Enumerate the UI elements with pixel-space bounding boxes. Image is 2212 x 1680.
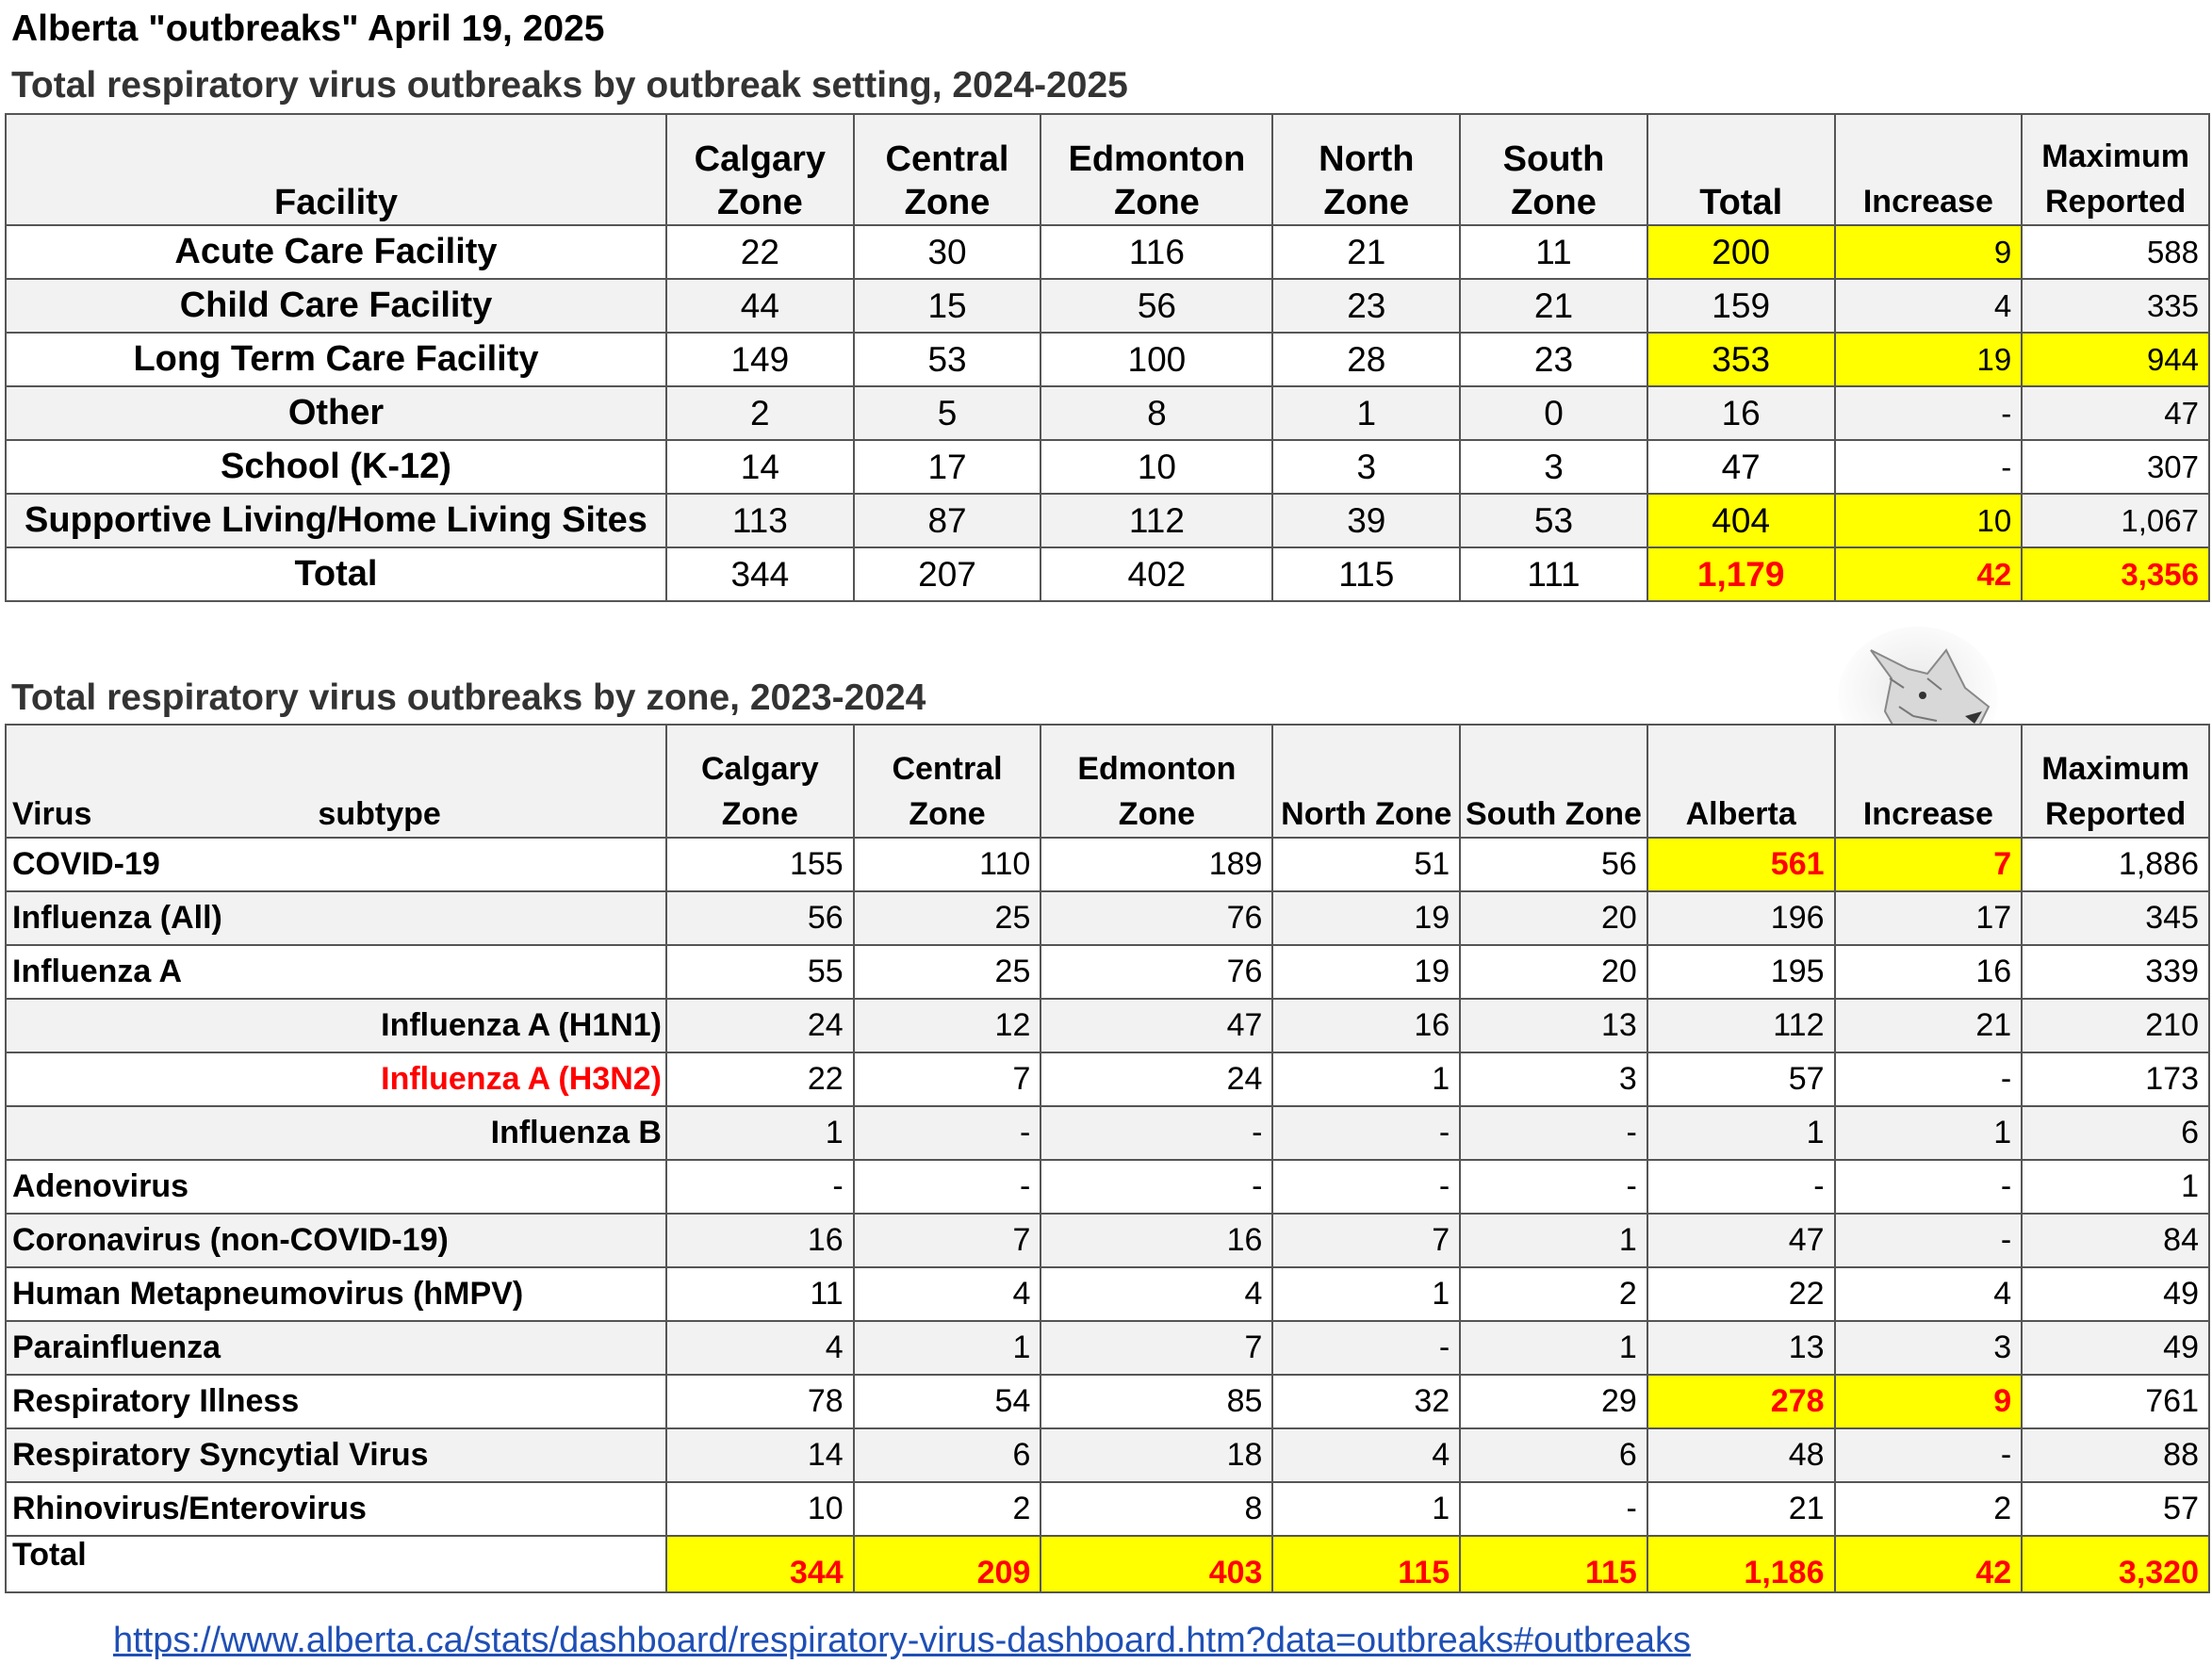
cell-calgary: 44: [666, 279, 854, 333]
cell-calgary: 16: [666, 1214, 854, 1267]
cell-maximum: 3,320: [2022, 1536, 2209, 1592]
cell-increase: -: [1835, 1052, 2023, 1106]
cell-maximum: 57: [2022, 1482, 2209, 1536]
cell-north: 115: [1272, 1536, 1460, 1592]
source-link[interactable]: https://www.alberta.ca/stats/dashboard/respiratory-virus-dashboard.htm?data=outbreaks#outbreaks: [113, 1621, 1691, 1660]
table-row: [6, 1428, 2209, 1482]
header-south: South Zone: [1460, 725, 1647, 838]
cell-north: 19: [1272, 945, 1460, 999]
outbreaks-by-zone-table: [5, 724, 2210, 1593]
cell-maximum: 307: [2022, 440, 2209, 494]
cell-edmonton: 56: [1040, 279, 1272, 333]
cell-increase: 9: [1835, 225, 2023, 279]
cell-south: 111: [1460, 547, 1647, 601]
cell-calgary: 14: [666, 1428, 854, 1482]
cell-central: 2: [854, 1482, 1041, 1536]
virus-name: Human Metapneumovirus (hMPV): [6, 1267, 666, 1321]
cell-edmonton: 76: [1040, 891, 1272, 945]
table-row: [6, 999, 2209, 1052]
cell-central: 25: [854, 891, 1041, 945]
virus-name: Total: [6, 1536, 666, 1592]
cell-increase: 2: [1835, 1482, 2023, 1536]
cell-increase: 42: [1835, 547, 2023, 601]
header-central: Central Zone: [854, 725, 1041, 838]
cell-south: 1: [1460, 1321, 1647, 1375]
cell-north: -: [1272, 1160, 1460, 1214]
virus-name: Respiratory Syncytial Virus: [6, 1428, 666, 1482]
cell-calgary: 155: [666, 838, 854, 891]
facility-name: Child Care Facility: [6, 279, 666, 333]
table2-header-row: [6, 725, 2209, 838]
cell-calgary: 344: [666, 547, 854, 601]
cell-calgary: 4: [666, 1321, 854, 1375]
cell-maximum: 210: [2022, 999, 2209, 1052]
cell-total: 159: [1647, 279, 1835, 333]
cell-north: 32: [1272, 1375, 1460, 1428]
cell-total: 200: [1647, 225, 1835, 279]
cell-alberta: 57: [1647, 1052, 1835, 1106]
cell-edmonton: 112: [1040, 494, 1272, 547]
cell-alberta: 1,186: [1647, 1536, 1835, 1592]
table-row: [6, 1106, 2209, 1160]
cell-increase: 16: [1835, 945, 2023, 999]
cell-maximum: 339: [2022, 945, 2209, 999]
facility-name: Long Term Care Facility: [6, 333, 666, 386]
cell-central: 5: [854, 386, 1041, 440]
cell-north: 28: [1272, 333, 1460, 386]
cell-central: 12: [854, 999, 1041, 1052]
cell-maximum: 761: [2022, 1375, 2209, 1428]
table-row: [6, 494, 2209, 547]
cell-calgary: 10: [666, 1482, 854, 1536]
cell-south: 20: [1460, 891, 1647, 945]
cell-south: 23: [1460, 333, 1647, 386]
cell-north: 7: [1272, 1214, 1460, 1267]
cell-south: 29: [1460, 1375, 1647, 1428]
cell-north: -: [1272, 1106, 1460, 1160]
cell-calgary: 22: [666, 1052, 854, 1106]
header-facility: Facility: [6, 114, 666, 225]
cell-alberta: 13: [1647, 1321, 1835, 1375]
table1-caption: Total respiratory virus outbreaks by outbreak setting, 2024-2025: [11, 65, 1128, 106]
header-south: South Zone: [1460, 114, 1647, 225]
table-row: [6, 440, 2209, 494]
cell-south: 20: [1460, 945, 1647, 999]
cell-central: 17: [854, 440, 1041, 494]
cell-calgary: 78: [666, 1375, 854, 1428]
table-row: [6, 386, 2209, 440]
facility-name: Supportive Living/Home Living Sites: [6, 494, 666, 547]
cell-north: 39: [1272, 494, 1460, 547]
header-increase: Increase: [1835, 725, 2023, 838]
cell-increase: 10: [1835, 494, 2023, 547]
virus-name: Adenovirus: [6, 1160, 666, 1214]
cell-edmonton: 76: [1040, 945, 1272, 999]
cell-edmonton: 47: [1040, 999, 1272, 1052]
cell-central: 54: [854, 1375, 1041, 1428]
cell-increase: 3: [1835, 1321, 2023, 1375]
cell-alberta: 561: [1647, 838, 1835, 891]
cell-alberta: 196: [1647, 891, 1835, 945]
cell-maximum: 6: [2022, 1106, 2209, 1160]
cell-alberta: 195: [1647, 945, 1835, 999]
cell-maximum: 345: [2022, 891, 2209, 945]
cell-south: -: [1460, 1482, 1647, 1536]
table-row: [6, 1321, 2209, 1375]
table-row: [6, 1160, 2209, 1214]
cell-calgary: 14: [666, 440, 854, 494]
table-row: [6, 225, 2209, 279]
cell-increase: 4: [1835, 1267, 2023, 1321]
cell-north: -: [1272, 1321, 1460, 1375]
cell-increase: 7: [1835, 838, 2023, 891]
virus-name: Respiratory Illness: [6, 1375, 666, 1428]
cell-north: 1: [1272, 386, 1460, 440]
cell-south: 1: [1460, 1214, 1647, 1267]
outbreaks-by-setting-table: [5, 113, 2210, 602]
header-north: North Zone: [1272, 725, 1460, 838]
cell-central: 30: [854, 225, 1041, 279]
table-row: [6, 279, 2209, 333]
virus-name: Influenza A: [6, 945, 666, 999]
header-total: Total: [1647, 114, 1835, 225]
cell-south: 11: [1460, 225, 1647, 279]
cell-maximum: 3,356: [2022, 547, 2209, 601]
cell-alberta: 1: [1647, 1106, 1835, 1160]
cell-calgary: 344: [666, 1536, 854, 1592]
cell-south: 53: [1460, 494, 1647, 547]
cell-increase: 9: [1835, 1375, 2023, 1428]
cell-maximum: 49: [2022, 1321, 2209, 1375]
cell-calgary: 149: [666, 333, 854, 386]
header-maximum: Maximum Reported: [2022, 114, 2209, 225]
cell-increase: -: [1835, 1214, 2023, 1267]
header-edmonton: Edmonton Zone: [1040, 725, 1272, 838]
cell-increase: -: [1835, 440, 2023, 494]
facility-name: Total: [6, 547, 666, 601]
cell-calgary: 56: [666, 891, 854, 945]
cell-maximum: 1,067: [2022, 494, 2209, 547]
cell-central: 87: [854, 494, 1041, 547]
cell-calgary: 1: [666, 1106, 854, 1160]
cell-north: 19: [1272, 891, 1460, 945]
header-central: Central Zone: [854, 114, 1041, 225]
table-row: [6, 333, 2209, 386]
table1-header-row: [6, 114, 2209, 225]
cell-north: 115: [1272, 547, 1460, 601]
cell-maximum: 335: [2022, 279, 2209, 333]
header-edmonton: Edmonton Zone: [1040, 114, 1272, 225]
cell-total: 1,179: [1647, 547, 1835, 601]
cell-north: 23: [1272, 279, 1460, 333]
header-increase: Increase: [1835, 114, 2023, 225]
cell-calgary: 55: [666, 945, 854, 999]
cell-central: 6: [854, 1428, 1041, 1482]
cell-edmonton: 7: [1040, 1321, 1272, 1375]
cell-edmonton: 402: [1040, 547, 1272, 601]
table-row: [6, 1267, 2209, 1321]
cell-south: 3: [1460, 1052, 1647, 1106]
cell-north: 1: [1272, 1267, 1460, 1321]
cell-total: 353: [1647, 333, 1835, 386]
cell-south: 13: [1460, 999, 1647, 1052]
virus-name: COVID-19: [6, 838, 666, 891]
cell-calgary: 22: [666, 225, 854, 279]
cell-edmonton: 18: [1040, 1428, 1272, 1482]
cell-south: 56: [1460, 838, 1647, 891]
table-row: [6, 891, 2209, 945]
cell-maximum: 944: [2022, 333, 2209, 386]
cell-central: 7: [854, 1214, 1041, 1267]
cell-increase: 4: [1835, 279, 2023, 333]
virus-name: Parainfluenza: [6, 1321, 666, 1375]
cell-alberta: -: [1647, 1160, 1835, 1214]
virus-name: Coronavirus (non-COVID-19): [6, 1214, 666, 1267]
table-row: [6, 1375, 2209, 1428]
cell-maximum: 49: [2022, 1267, 2209, 1321]
cell-central: 209: [854, 1536, 1041, 1592]
cell-calgary: 11: [666, 1267, 854, 1321]
facility-name: School (K-12): [6, 440, 666, 494]
table2-caption: Total respiratory virus outbreaks by zone, 2023-2024: [11, 677, 926, 718]
cell-edmonton: 403: [1040, 1536, 1272, 1592]
virus-name: Influenza (All): [6, 891, 666, 945]
cell-alberta: 112: [1647, 999, 1835, 1052]
cell-calgary: 2: [666, 386, 854, 440]
cell-edmonton: 8: [1040, 1482, 1272, 1536]
cell-edmonton: 85: [1040, 1375, 1272, 1428]
cell-south: 3: [1460, 440, 1647, 494]
cell-alberta: 278: [1647, 1375, 1835, 1428]
cell-total: 16: [1647, 386, 1835, 440]
cell-north: 1: [1272, 1052, 1460, 1106]
cell-central: 7: [854, 1052, 1041, 1106]
cell-alberta: 22: [1647, 1267, 1835, 1321]
cell-central: 15: [854, 279, 1041, 333]
cell-south: -: [1460, 1160, 1647, 1214]
cell-north: 51: [1272, 838, 1460, 891]
cell-central: 207: [854, 547, 1041, 601]
cell-increase: 42: [1835, 1536, 2023, 1592]
cell-central: 110: [854, 838, 1041, 891]
cell-south: 6: [1460, 1428, 1647, 1482]
cell-central: 1: [854, 1321, 1041, 1375]
cell-maximum: 1: [2022, 1160, 2209, 1214]
table-row: [6, 1482, 2209, 1536]
cell-edmonton: 100: [1040, 333, 1272, 386]
header-calgary: Calgary Zone: [666, 725, 854, 838]
cell-maximum: 588: [2022, 225, 2209, 279]
cell-south: -: [1460, 1106, 1647, 1160]
cell-alberta: 21: [1647, 1482, 1835, 1536]
virus-name: Influenza B: [6, 1106, 666, 1160]
cell-south: 0: [1460, 386, 1647, 440]
cell-calgary: -: [666, 1160, 854, 1214]
table-row: [6, 838, 2209, 891]
table-row: [6, 945, 2209, 999]
virus-name: Influenza A (H3N2): [6, 1052, 666, 1106]
total-row: [6, 1536, 2209, 1592]
cell-central: 25: [854, 945, 1041, 999]
cell-south: 115: [1460, 1536, 1647, 1592]
cell-increase: -: [1835, 386, 2023, 440]
cell-maximum: 84: [2022, 1214, 2209, 1267]
header-maximum: Maximum Reported: [2022, 725, 2209, 838]
header-alberta: Alberta: [1647, 725, 1835, 838]
cell-increase: -: [1835, 1160, 2023, 1214]
cell-edmonton: 8: [1040, 386, 1272, 440]
table-row: [6, 1214, 2209, 1267]
table-row: [6, 1052, 2209, 1106]
cell-increase: 17: [1835, 891, 2023, 945]
facility-name: Acute Care Facility: [6, 225, 666, 279]
cell-maximum: 173: [2022, 1052, 2209, 1106]
cell-edmonton: 10: [1040, 440, 1272, 494]
cell-alberta: 48: [1647, 1428, 1835, 1482]
facility-name: Other: [6, 386, 666, 440]
cell-central: 53: [854, 333, 1041, 386]
cell-maximum: 1,886: [2022, 838, 2209, 891]
cell-maximum: 47: [2022, 386, 2209, 440]
cell-edmonton: 189: [1040, 838, 1272, 891]
cell-calgary: 24: [666, 999, 854, 1052]
page-title: Alberta "outbreaks" April 19, 2025: [11, 8, 605, 49]
cell-edmonton: 116: [1040, 225, 1272, 279]
header-north: North Zone: [1272, 114, 1460, 225]
cell-edmonton: -: [1040, 1106, 1272, 1160]
cell-total: 404: [1647, 494, 1835, 547]
cell-total: 47: [1647, 440, 1835, 494]
cell-north: 3: [1272, 440, 1460, 494]
cell-central: -: [854, 1106, 1041, 1160]
cell-south: 2: [1460, 1267, 1647, 1321]
header-calgary: Calgary Zone: [666, 114, 854, 225]
cell-increase: 1: [1835, 1106, 2023, 1160]
cell-north: 1: [1272, 1482, 1460, 1536]
cell-north: 4: [1272, 1428, 1460, 1482]
cell-edmonton: 24: [1040, 1052, 1272, 1106]
cell-north: 21: [1272, 225, 1460, 279]
cell-increase: 21: [1835, 999, 2023, 1052]
total-row: [6, 547, 2209, 601]
cell-alberta: 47: [1647, 1214, 1835, 1267]
cell-increase: 19: [1835, 333, 2023, 386]
cell-south: 21: [1460, 279, 1647, 333]
cell-calgary: 113: [666, 494, 854, 547]
cell-maximum: 88: [2022, 1428, 2209, 1482]
cell-central: 4: [854, 1267, 1041, 1321]
cell-increase: -: [1835, 1428, 2023, 1482]
virus-name: Influenza A (H1N1): [6, 999, 666, 1052]
header-virus: Virus subtype: [6, 725, 666, 838]
cell-north: 16: [1272, 999, 1460, 1052]
cell-edmonton: 16: [1040, 1214, 1272, 1267]
cell-central: -: [854, 1160, 1041, 1214]
cell-edmonton: 4: [1040, 1267, 1272, 1321]
cell-edmonton: -: [1040, 1160, 1272, 1214]
virus-name: Rhinovirus/Enterovirus: [6, 1482, 666, 1536]
